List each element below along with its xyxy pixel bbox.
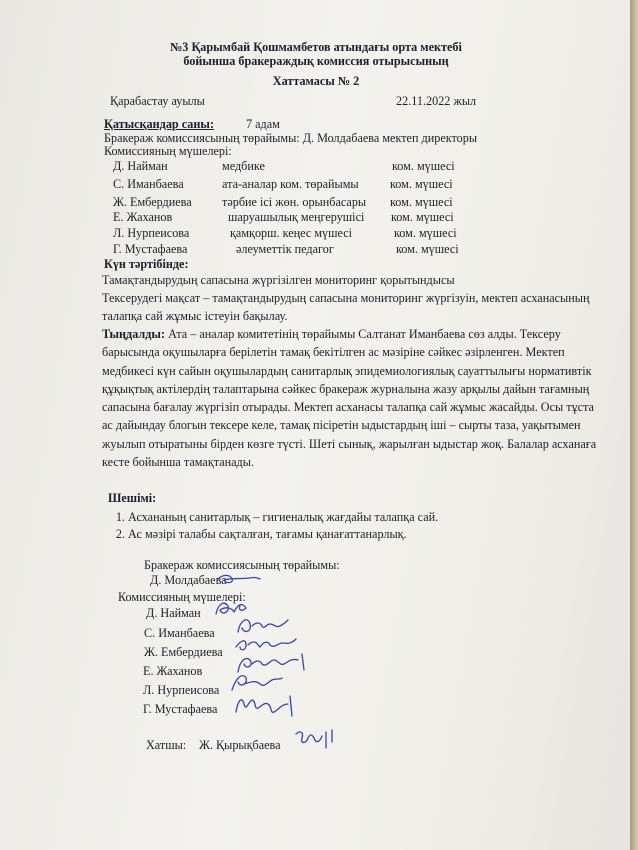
attendees-label: Қатысқандар саны:	[104, 117, 214, 131]
signer-name: Е. Жаханов	[143, 664, 203, 678]
signer-name: Г. Мустафаева	[143, 702, 218, 716]
member-role: әлеуметтік педагог	[236, 242, 334, 256]
agenda-label: Күн тәртібінде:	[104, 257, 189, 271]
decision-label: Шешімі:	[108, 491, 157, 505]
heard-paragraph	[102, 325, 598, 471]
commission-title: бойынша бракераждық комиссия отырысының	[183, 54, 449, 68]
member-role: қамқорш. кеңес мүшесі	[230, 226, 353, 240]
chair-title: Бракераж комиссиясының төрайымы:	[144, 558, 340, 572]
heard-text: Ата – аналар комитетінің төрайымы Салтанат Иманбаева сөз алды. Тексеру барысында оқушыларға берілетін тамақ бекітілген ас мәзіріне сәйкес әзірленген. Мектеп медбикесі күн сайын оқушылардың санитарлық эпидемиологиялық сауаттылығы нормативтік құқықтық актілердің талаптарына сәйкес бракераж журналына жазу арқылы дайын тағамның сапасына бағалау жүргізіп отырады. Мектеп асханасы талапқа сай жұмыс жасайды. Осы тұста ас дайындау блогын тексере келе, тамақ пісіретін ыдыстардың іші – сырты таза, уақытымен жуылып отыратыны бірден көзге түсті. Шеті сынық, жарылған ыдыстар жоқ. Балалар асханаға кесте бойынша тамақтанады.	[102, 327, 597, 470]
member-role: медбике	[222, 159, 265, 173]
member-status: ком. мүшесі	[390, 195, 453, 209]
chair-name: Д. Молдабаева	[150, 573, 227, 587]
signature-icon	[232, 690, 300, 720]
member-status: ком. мүшесі	[394, 226, 457, 240]
member-role: тәрбие ісі жөн. орынбасары	[222, 195, 367, 209]
protocol-number: Хаттамасы № 2	[272, 74, 360, 88]
background-edge	[630, 0, 638, 850]
member-status: ком. мүшесі	[391, 210, 454, 224]
heard-label: Тыңдалды:	[102, 327, 166, 341]
members-label: Комиссияның мүшелері:	[104, 144, 232, 158]
member-name: Ж. Ембердиева	[113, 195, 192, 209]
agenda-item: Тамақтандырудың сапасына жүргізілген мониторинг қорытындысы	[102, 273, 455, 287]
members-signature-title: Комиссияның мүшелері:	[118, 590, 246, 604]
member-name: С. Иманбаева	[113, 177, 184, 191]
member-status: ком. мүшесі	[392, 159, 455, 173]
date: 22.11.2022 жыл	[396, 94, 477, 108]
school-title: №3 Қарымбай Қошмамбетов атындағы орта мектебі	[170, 40, 462, 54]
signer-name: С. Иманбаева	[144, 626, 215, 640]
signer-name: Л. Нурпеисова	[143, 683, 220, 697]
agenda-purpose: Тексерудегі мақсат – тамақтандырудың сапасына мониторинг жүргізуін, мектеп асханасының талапқа сай жұмыс істеуін бақылау.	[102, 291, 590, 324]
decision-block	[108, 490, 438, 543]
chair-signature-icon	[214, 571, 262, 587]
member-name: Л. Нурпеисова	[113, 226, 190, 240]
member-role: шаруашылық меңгерушісі	[228, 210, 365, 224]
member-status: ком. мүшесі	[396, 242, 459, 256]
place: Қарабастау ауылы	[110, 94, 205, 108]
member-name: Е. Жаханов	[113, 210, 173, 224]
attendees-value: 7 адам	[246, 117, 280, 131]
member-role: ата-аналар ком. төрайымы	[222, 177, 359, 191]
secretary-signature-icon	[292, 726, 338, 754]
member-name: Г. Мустафаева	[113, 242, 188, 256]
decision-item: 1. Асхананың санитарлық – гигиеналық жағдайы талапқа сай.	[128, 509, 438, 526]
secretary-label: Хатшы:	[146, 738, 187, 752]
decision-list	[108, 509, 438, 543]
decision-item: 2. Ас мәзірі талабы сақталған, тағамы қанағаттанарлық.	[128, 526, 438, 543]
secretary-name: Ж. Қырықбаева	[199, 738, 281, 752]
signer-name: Д. Найман	[146, 606, 201, 620]
chair-line: Бракераж комиссиясының төрайымы: Д. Молдабаева мектеп директоры	[104, 131, 478, 145]
member-status: ком. мүшесі	[390, 177, 453, 191]
signer-name: Ж. Ембердиева	[144, 645, 223, 659]
member-name: Д. Найман	[113, 159, 168, 173]
